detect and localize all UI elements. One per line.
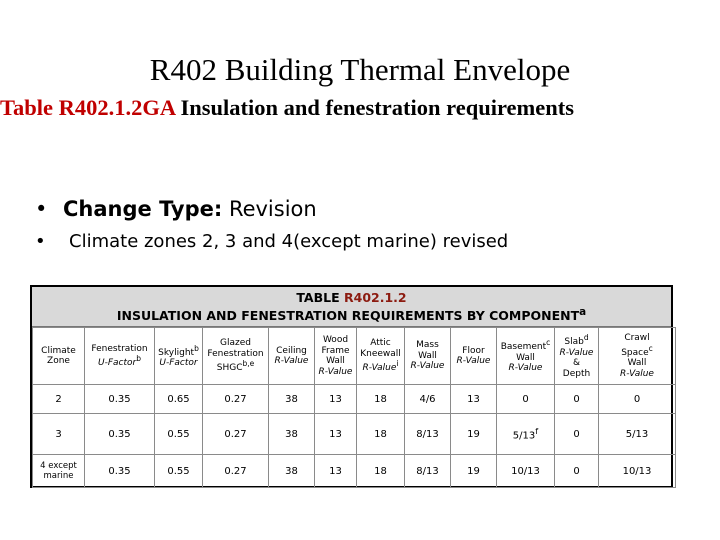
table-cell: 0.27 <box>203 455 269 488</box>
table-cell: 13 <box>451 385 497 414</box>
bullet-label: Change Type: <box>63 197 223 221</box>
table-cell: 38 <box>269 385 315 414</box>
header-cell: Fenestration U-Factor$^b$ <box>85 328 155 385</box>
table-reference: Table R402.1.2GA <box>0 95 175 120</box>
bullet-item <box>35 231 508 252</box>
bullet-dot-icon: • <box>35 197 48 221</box>
table-cell: 0.65 <box>155 385 203 414</box>
table-cell: 0 <box>555 455 599 488</box>
table-cell: 0 <box>555 385 599 414</box>
table-cell: 5/13$^f$ <box>497 414 555 455</box>
table-cell: 38 <box>269 455 315 488</box>
header-cell: Slab$^d$ R-Value & Depth <box>555 328 599 385</box>
table-cell: 0.55 <box>155 414 203 455</box>
table-cell: 0.27 <box>203 414 269 455</box>
slide-title: R402 Building Thermal Envelope <box>149 52 571 87</box>
header-cell: Ceiling R-Value <box>269 328 315 385</box>
table-cell: 0.35 <box>85 385 155 414</box>
table-cell: 0 <box>497 385 555 414</box>
bullet-list <box>35 197 508 252</box>
table-cell: 8/13 <box>405 414 451 455</box>
table-cell: 19 <box>451 455 497 488</box>
table-cell: 13 <box>315 414 357 455</box>
table-row <box>33 455 676 488</box>
table-cell: 13 <box>315 455 357 488</box>
slide-subtitle <box>0 95 720 121</box>
table-cell: 10/13 <box>497 455 555 488</box>
table-row <box>33 385 676 414</box>
table-cell: 5/13 <box>599 414 676 455</box>
table-cell: 8/13 <box>405 455 451 488</box>
bullet-text: Climate zones 2, 3 and 4(except marine) revised <box>69 231 509 252</box>
table-cell: 0.55 <box>155 455 203 488</box>
bullet-item <box>35 197 508 221</box>
table-cell: 18 <box>357 385 405 414</box>
bullet-dot-icon: • <box>35 231 46 252</box>
table-cell: 0.35 <box>85 455 155 488</box>
header-cell: Floor R-Value <box>451 328 497 385</box>
table-cell: 13 <box>315 385 357 414</box>
header-cell: Attic Kneewall R-Value$^i$ <box>357 328 405 385</box>
data-table <box>32 327 676 488</box>
table-cell: 38 <box>269 414 315 455</box>
header-cell: Wood Frame Wall R-Value <box>315 328 357 385</box>
table-row <box>33 414 676 455</box>
header-cell: Skylight$^b$ U-Factor <box>155 328 203 385</box>
bullet-value: Revision <box>222 197 317 221</box>
header-cell: Mass Wall R-Value <box>405 328 451 385</box>
zone-cell: 2 <box>33 385 85 414</box>
table-cell: 4/6 <box>405 385 451 414</box>
header-row <box>33 328 676 385</box>
table-cell: 0 <box>555 414 599 455</box>
table-title-text: INSULATION AND FENESTRATION REQUIREMENTS BY COMPONENT <box>116 308 580 324</box>
header-cell: Climate Zone <box>33 328 85 385</box>
table-cell: 0.35 <box>85 414 155 455</box>
zone-cell: 4 except marine <box>33 455 85 488</box>
zone-cell: 3 <box>33 414 85 455</box>
table-cell: 10/13 <box>599 455 676 488</box>
table-title-prefix: TABLE <box>296 290 344 305</box>
table-cell: 18 <box>357 414 405 455</box>
table-cell: 0.27 <box>203 385 269 414</box>
header-cell: Crawl Space$^c$ Wall R-Value <box>599 328 676 385</box>
table-cell: 18 <box>357 455 405 488</box>
subtitle-text: Insulation and fenestration requirements <box>174 95 575 120</box>
table-cell: 0 <box>599 385 676 414</box>
table-cell: 19 <box>451 414 497 455</box>
table-number: R402.1.2 <box>344 290 407 305</box>
header-cell: Glazed Fenestration SHGC$^{b,e}$ <box>203 328 269 385</box>
header-cell: Basement$^c$ Wall R-Value <box>497 328 555 385</box>
table-title <box>32 287 671 327</box>
table-title-footnote: a <box>579 306 587 318</box>
requirements-table <box>30 285 673 488</box>
